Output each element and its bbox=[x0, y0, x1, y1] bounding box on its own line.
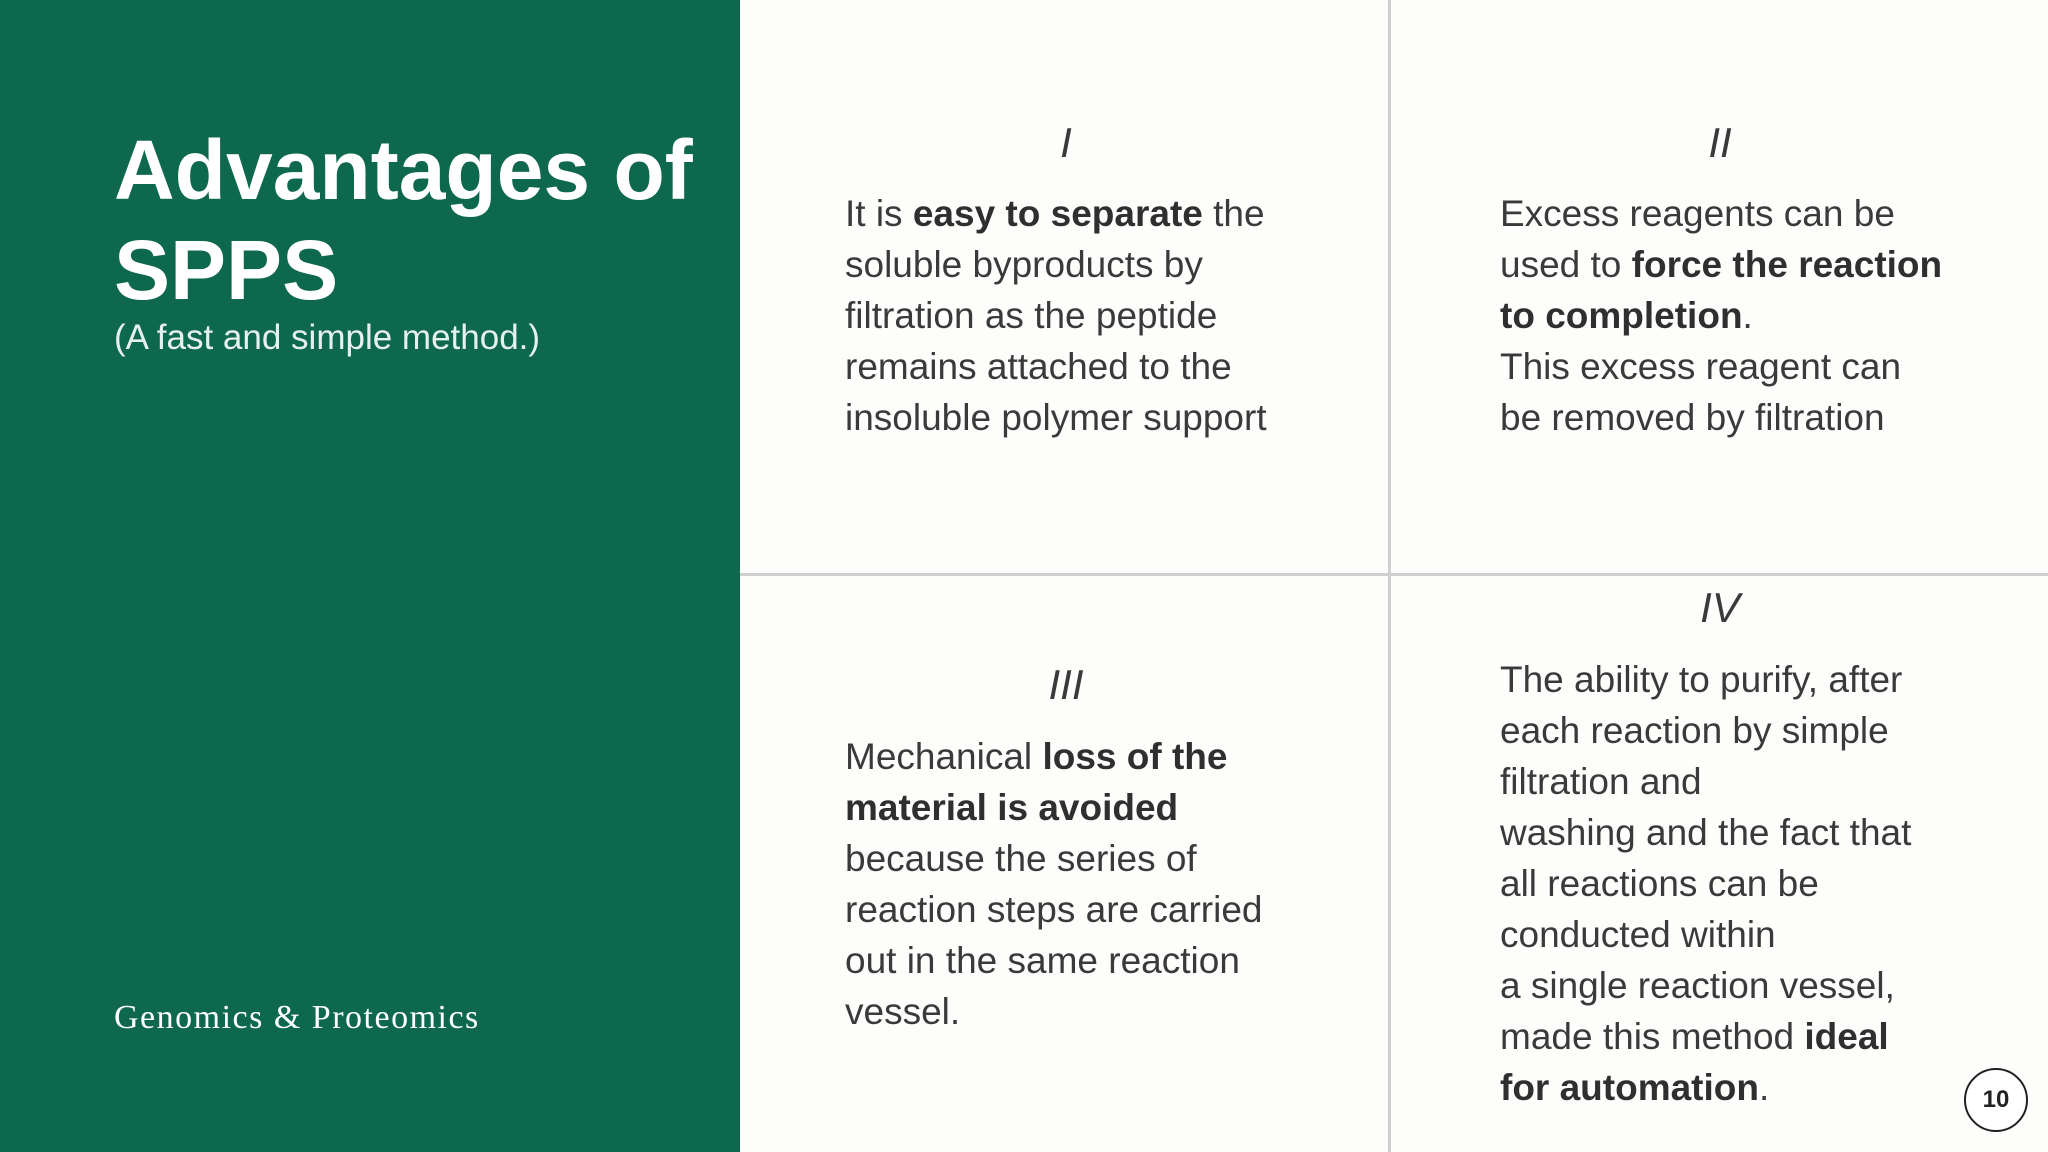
numeral-i: I bbox=[1060, 119, 1072, 166]
title-panel bbox=[0, 0, 740, 1152]
numeral-iv: IV bbox=[1700, 584, 1740, 631]
advantage-i-text-1: It is bbox=[845, 193, 913, 234]
advantage-ii-text-3: This excess reagent can be removed by filtration bbox=[1500, 346, 1902, 438]
vertical-divider bbox=[1388, 0, 1391, 1152]
advantage-iv-line-2: washing and the fact that all reactions can be conducted within bbox=[1500, 812, 1912, 955]
advantage-i-text bbox=[845, 188, 1285, 443]
advantage-iv-emphasis: ideal for automation bbox=[1500, 1016, 1889, 1108]
advantage-iii-text-1: Mechanical bbox=[845, 736, 1043, 777]
horizontal-divider bbox=[740, 573, 2048, 576]
numeral-ii: II bbox=[1708, 119, 1732, 166]
advantage-iii-emphasis: loss of the material is avoided bbox=[845, 736, 1228, 828]
page-number-badge bbox=[1964, 1068, 2028, 1132]
advantage-iv-line-3: a single reaction vessel, made this method bbox=[1500, 965, 1895, 1057]
numeral-iii: III bbox=[1048, 661, 1084, 708]
advantage-iii-text bbox=[845, 731, 1285, 1037]
advantage-iv-line-3-end: . bbox=[1758, 1067, 1770, 1108]
advantage-ii-emphasis: force the reaction to completion bbox=[1500, 244, 1943, 336]
advantage-iv-line-1: The ability to purify, after each reaction by simple filtration and bbox=[1500, 659, 1903, 802]
advantage-ii-text bbox=[1500, 188, 1950, 443]
advantage-ii-text-1: Excess reagents can be used to bbox=[1500, 193, 1895, 285]
advantage-ii-text-2: . bbox=[1742, 295, 1753, 336]
slide-title: Advantages of SPPS bbox=[114, 123, 693, 317]
page-number: 10 bbox=[1982, 1086, 2010, 1113]
course-name: Genomics & Proteomics bbox=[114, 999, 480, 1036]
advantage-i-text-2: the soluble byproducts by filtration as the peptide remains attached to the insoluble polymer support bbox=[845, 193, 1267, 438]
advantage-iii-text-2: because the series of reaction steps are carried out in the same reaction vessel. bbox=[845, 838, 1263, 1032]
slide-subtitle: (A fast and simple method.) bbox=[114, 318, 541, 357]
advantage-i-emphasis: easy to separate bbox=[912, 193, 1203, 234]
advantage-iv-text bbox=[1500, 654, 1940, 1113]
